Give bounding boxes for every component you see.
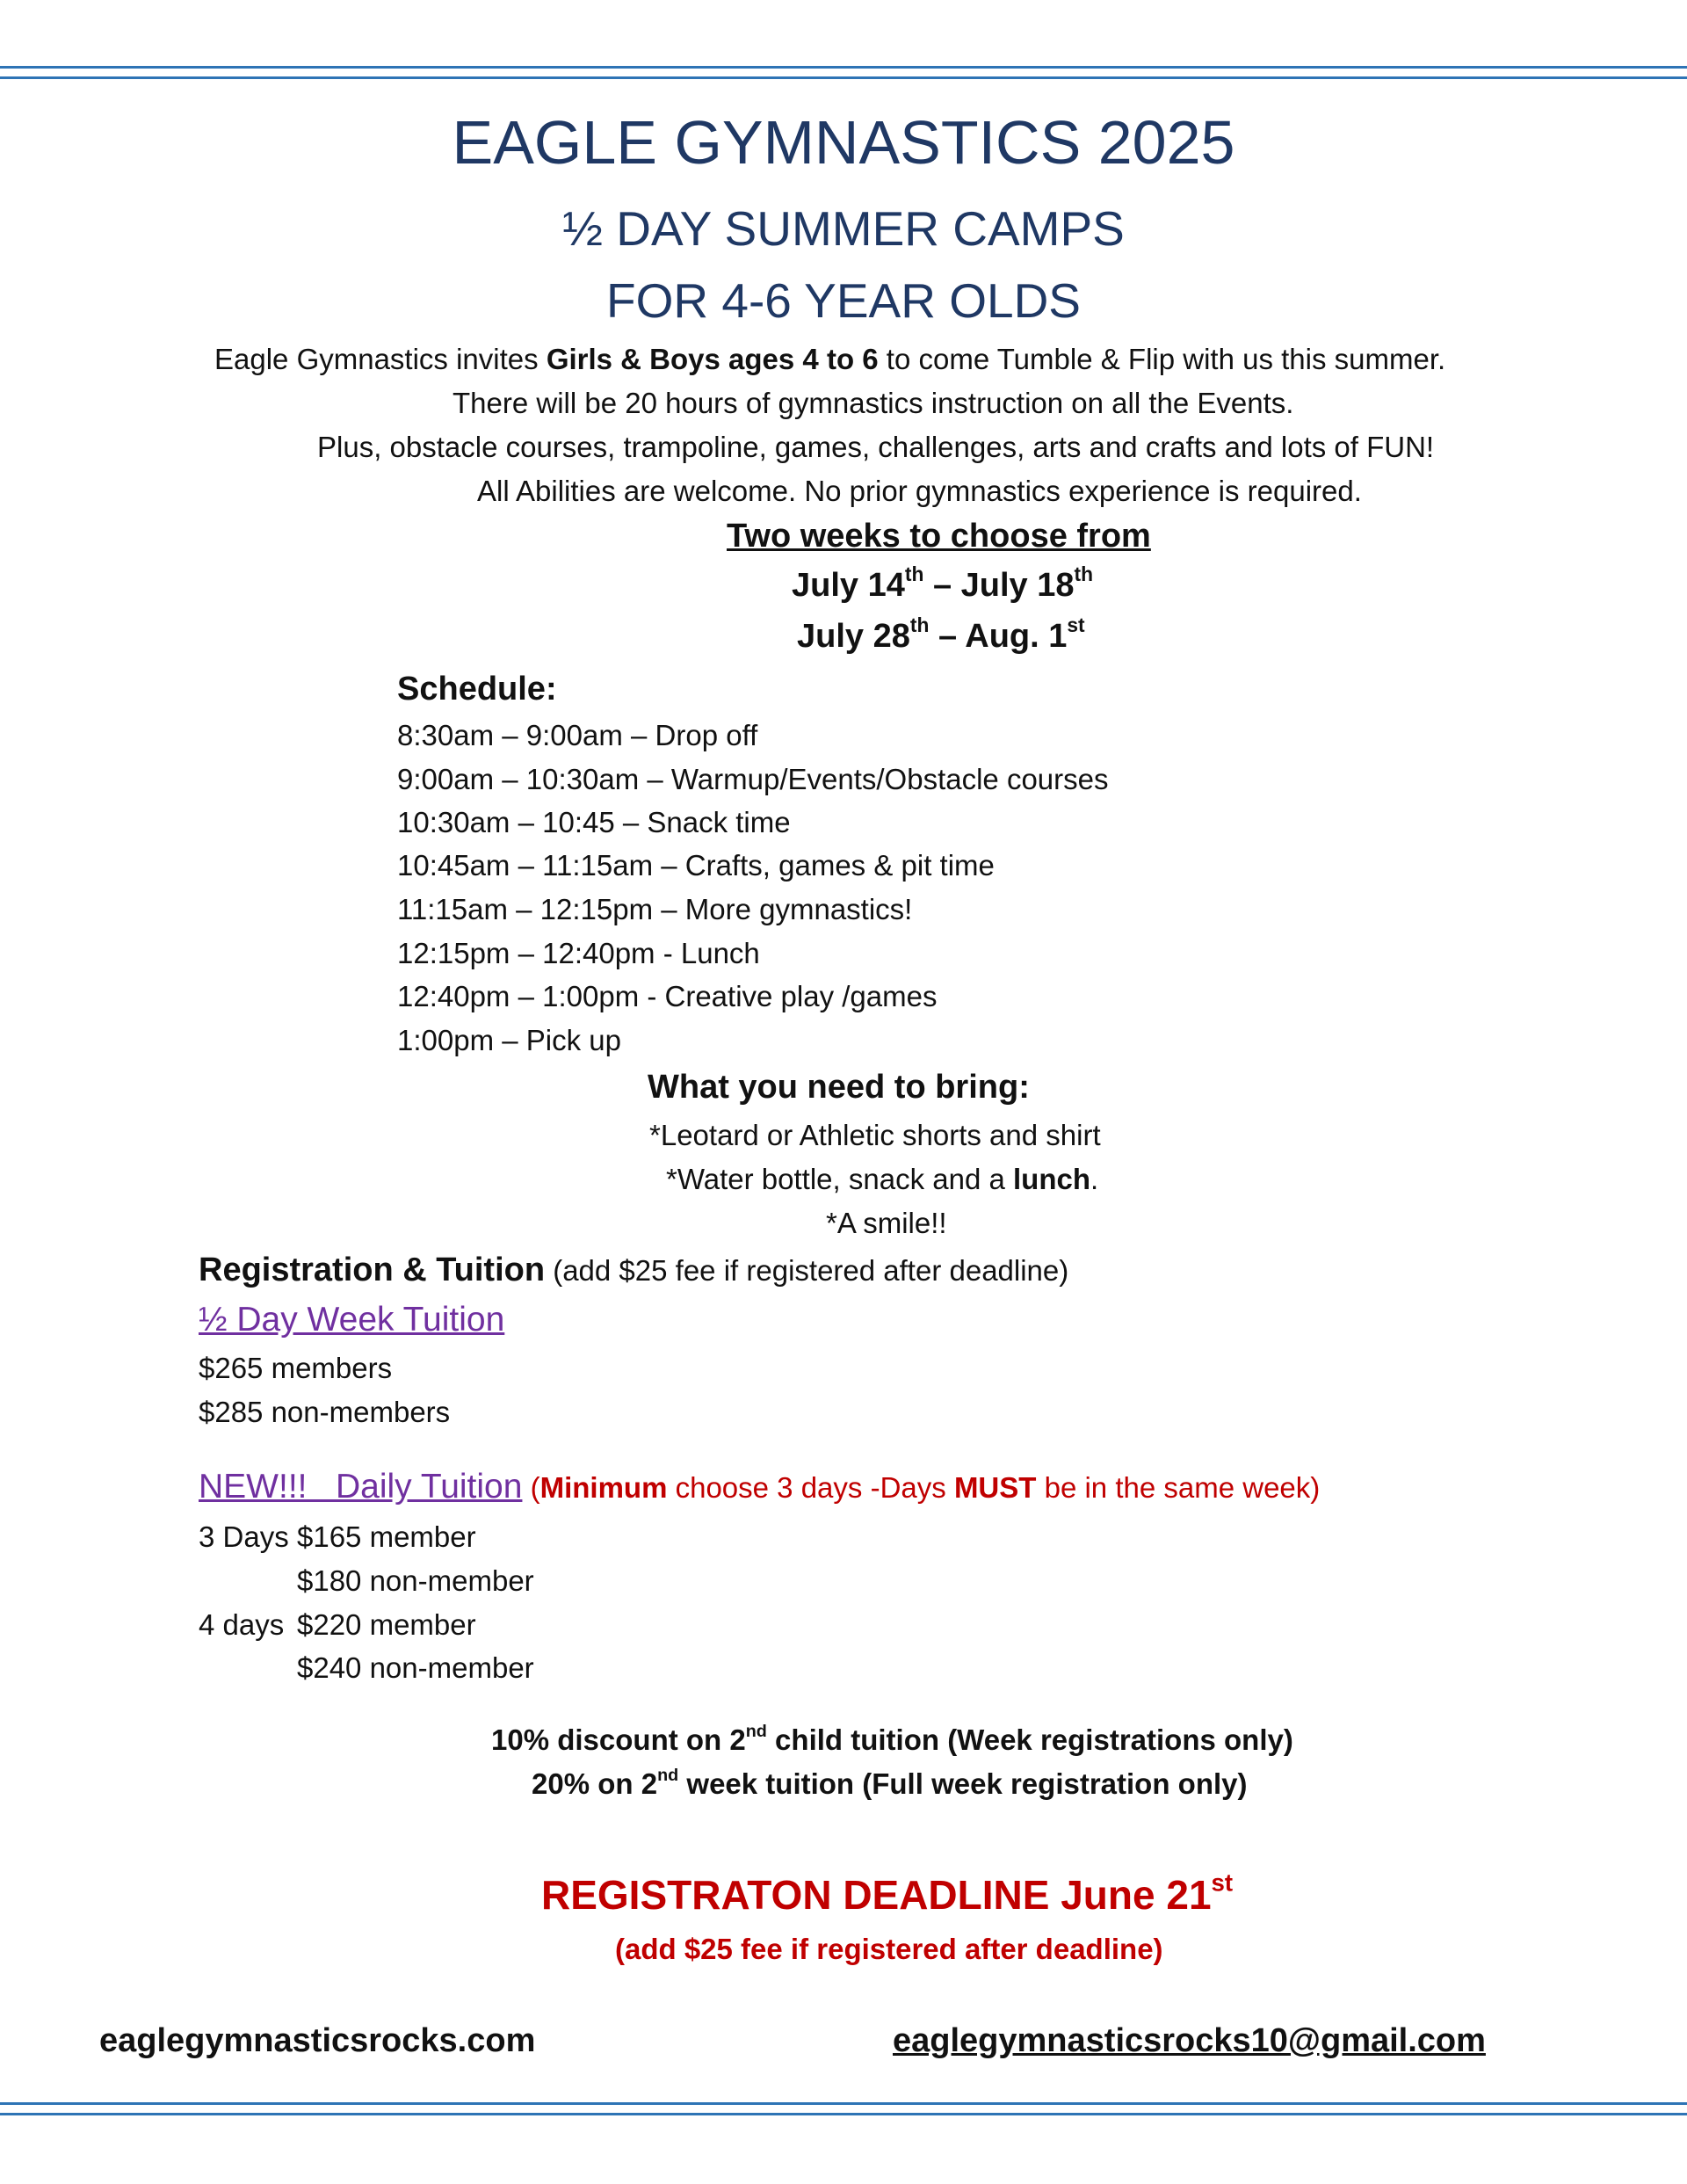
discount-1-pre: 10% discount on 2 <box>491 1723 746 1756</box>
deadline-note: (add $25 fee if registered after deadline) <box>615 1933 1163 1965</box>
age-line: FOR 4-6 YEAR OLDS <box>606 273 1081 328</box>
daily-tuition-link[interactable]: NEW!!! Daily Tuition <box>199 1468 523 1506</box>
daily-note-open: ( <box>522 1471 540 1504</box>
registration-note: (add $25 fee if registered after deadline) <box>545 1254 1069 1287</box>
daily-note-minimum: Minimum <box>539 1471 668 1504</box>
daily-row-days: 4 days <box>199 1608 285 1641</box>
week-1-end: – July 18 <box>923 567 1075 604</box>
bottom-rule-1 <box>0 2102 1687 2105</box>
website-link[interactable]: eaglegymnasticsrocks.com <box>99 2022 536 2059</box>
bring-item-3: *A smile!! <box>826 1207 947 1239</box>
bring-item-2-pre: *Water bottle, snack and a <box>666 1163 1013 1195</box>
schedule-item: 9:00am – 10:30am – Warmup/Events/Obstacle courses <box>397 763 1109 795</box>
daily-row-non-member: $240 non-member <box>297 1651 534 1684</box>
schedule-item: 12:40pm – 1:00pm - Creative play /games <box>397 980 938 1012</box>
deadline-sup: st <box>1211 1868 1234 1897</box>
intro-line-1-pre: Eagle Gymnastics invites <box>214 343 547 375</box>
intro-line-1-bold: Girls & Boys ages 4 to 6 <box>546 343 879 375</box>
daily-row-days: 3 Days <box>199 1520 289 1553</box>
bottom-rule-2 <box>0 2113 1687 2115</box>
week-1-start: July 14 <box>792 567 905 604</box>
week-1-dates <box>792 562 1094 605</box>
week-2-dates <box>797 613 1085 656</box>
week-tuition-non-members: $285 non-members <box>199 1396 451 1428</box>
daily-note-must: MUST <box>953 1471 1037 1504</box>
bring-heading: What you need to bring: <box>648 1069 1030 1106</box>
week-tuition-link[interactable]: ½ Day Week Tuition <box>199 1301 505 1339</box>
week-1-end-sup: th <box>1074 562 1094 585</box>
discount-1-post: child tuition (Week registrations only) <box>766 1723 1293 1756</box>
deadline-text: REGISTRATON DEADLINE June 21 <box>541 1872 1212 1918</box>
daily-note-end: be in the same week) <box>1036 1471 1321 1504</box>
discount-2-sup: nd <box>657 1766 679 1786</box>
bring-item-2 <box>666 1163 1098 1196</box>
top-rule-1 <box>0 66 1687 69</box>
schedule-item: 1:00pm – Pick up <box>397 1024 621 1056</box>
registration-deadline <box>541 1868 1234 1919</box>
week-tuition-members: $265 members <box>199 1352 393 1384</box>
daily-row-member: $165 member <box>297 1520 476 1553</box>
week-2-end-sup: st <box>1067 613 1085 636</box>
intro-line-2: There will be 20 hours of gymnastics instruction on all the Events. <box>453 387 1294 419</box>
intro-line-4: All Abilities are welcome. No prior gymnastics experience is required. <box>477 475 1362 507</box>
weeks-heading: Two weeks to choose from <box>727 518 1151 555</box>
discount-1-sup: nd <box>745 1722 767 1742</box>
discount-line-1 <box>491 1723 1293 1757</box>
intro-line-3: Plus, obstacle courses, trampoline, games, challenges, arts and crafts and lots of FUN! <box>317 431 1435 463</box>
bring-item-2-bold: lunch <box>1013 1163 1090 1195</box>
daily-row-member: $220 member <box>297 1608 476 1641</box>
intro-line-1 <box>214 343 1445 376</box>
page-title: EAGLE GYMNASTICS 2025 <box>452 108 1235 177</box>
registration-heading-line <box>199 1252 1068 1289</box>
page-subtitle: ½ DAY SUMMER CAMPS <box>562 201 1125 256</box>
top-rule-2 <box>0 76 1687 79</box>
week-1-start-sup: th <box>904 562 924 585</box>
schedule-item: 11:15am – 12:15pm – More gymnastics! <box>397 893 913 925</box>
registration-heading: Registration & Tuition <box>199 1252 546 1288</box>
discount-line-2 <box>532 1767 1248 1801</box>
discount-2-pre: 20% on 2 <box>532 1767 658 1800</box>
discount-2-post: week tuition (Full week registration only) <box>678 1767 1248 1800</box>
intro-line-1-post: to come Tumble & Flip with us this summer. <box>878 343 1446 375</box>
week-2-start: July 28 <box>797 618 910 655</box>
bring-item-2-post: . <box>1090 1163 1099 1195</box>
daily-note-mid: choose 3 days -Days <box>667 1471 954 1504</box>
bring-item-1: *Leotard or Athletic shorts and shirt <box>649 1119 1101 1151</box>
week-2-start-sup: th <box>909 613 930 636</box>
daily-tuition-line <box>199 1468 1320 1506</box>
schedule-item: 12:15pm – 12:40pm - Lunch <box>397 937 760 969</box>
week-2-end: – Aug. 1 <box>929 618 1068 655</box>
schedule-heading: Schedule: <box>397 671 557 707</box>
schedule-item: 10:30am – 10:45 – Snack time <box>397 806 791 838</box>
schedule-item: 10:45am – 11:15am – Crafts, games & pit time <box>397 849 995 882</box>
email-link[interactable]: eaglegymnasticsrocks10@gmail.com <box>893 2022 1486 2059</box>
schedule-item: 8:30am – 9:00am – Drop off <box>397 719 758 751</box>
daily-row-non-member: $180 non-member <box>297 1564 534 1597</box>
